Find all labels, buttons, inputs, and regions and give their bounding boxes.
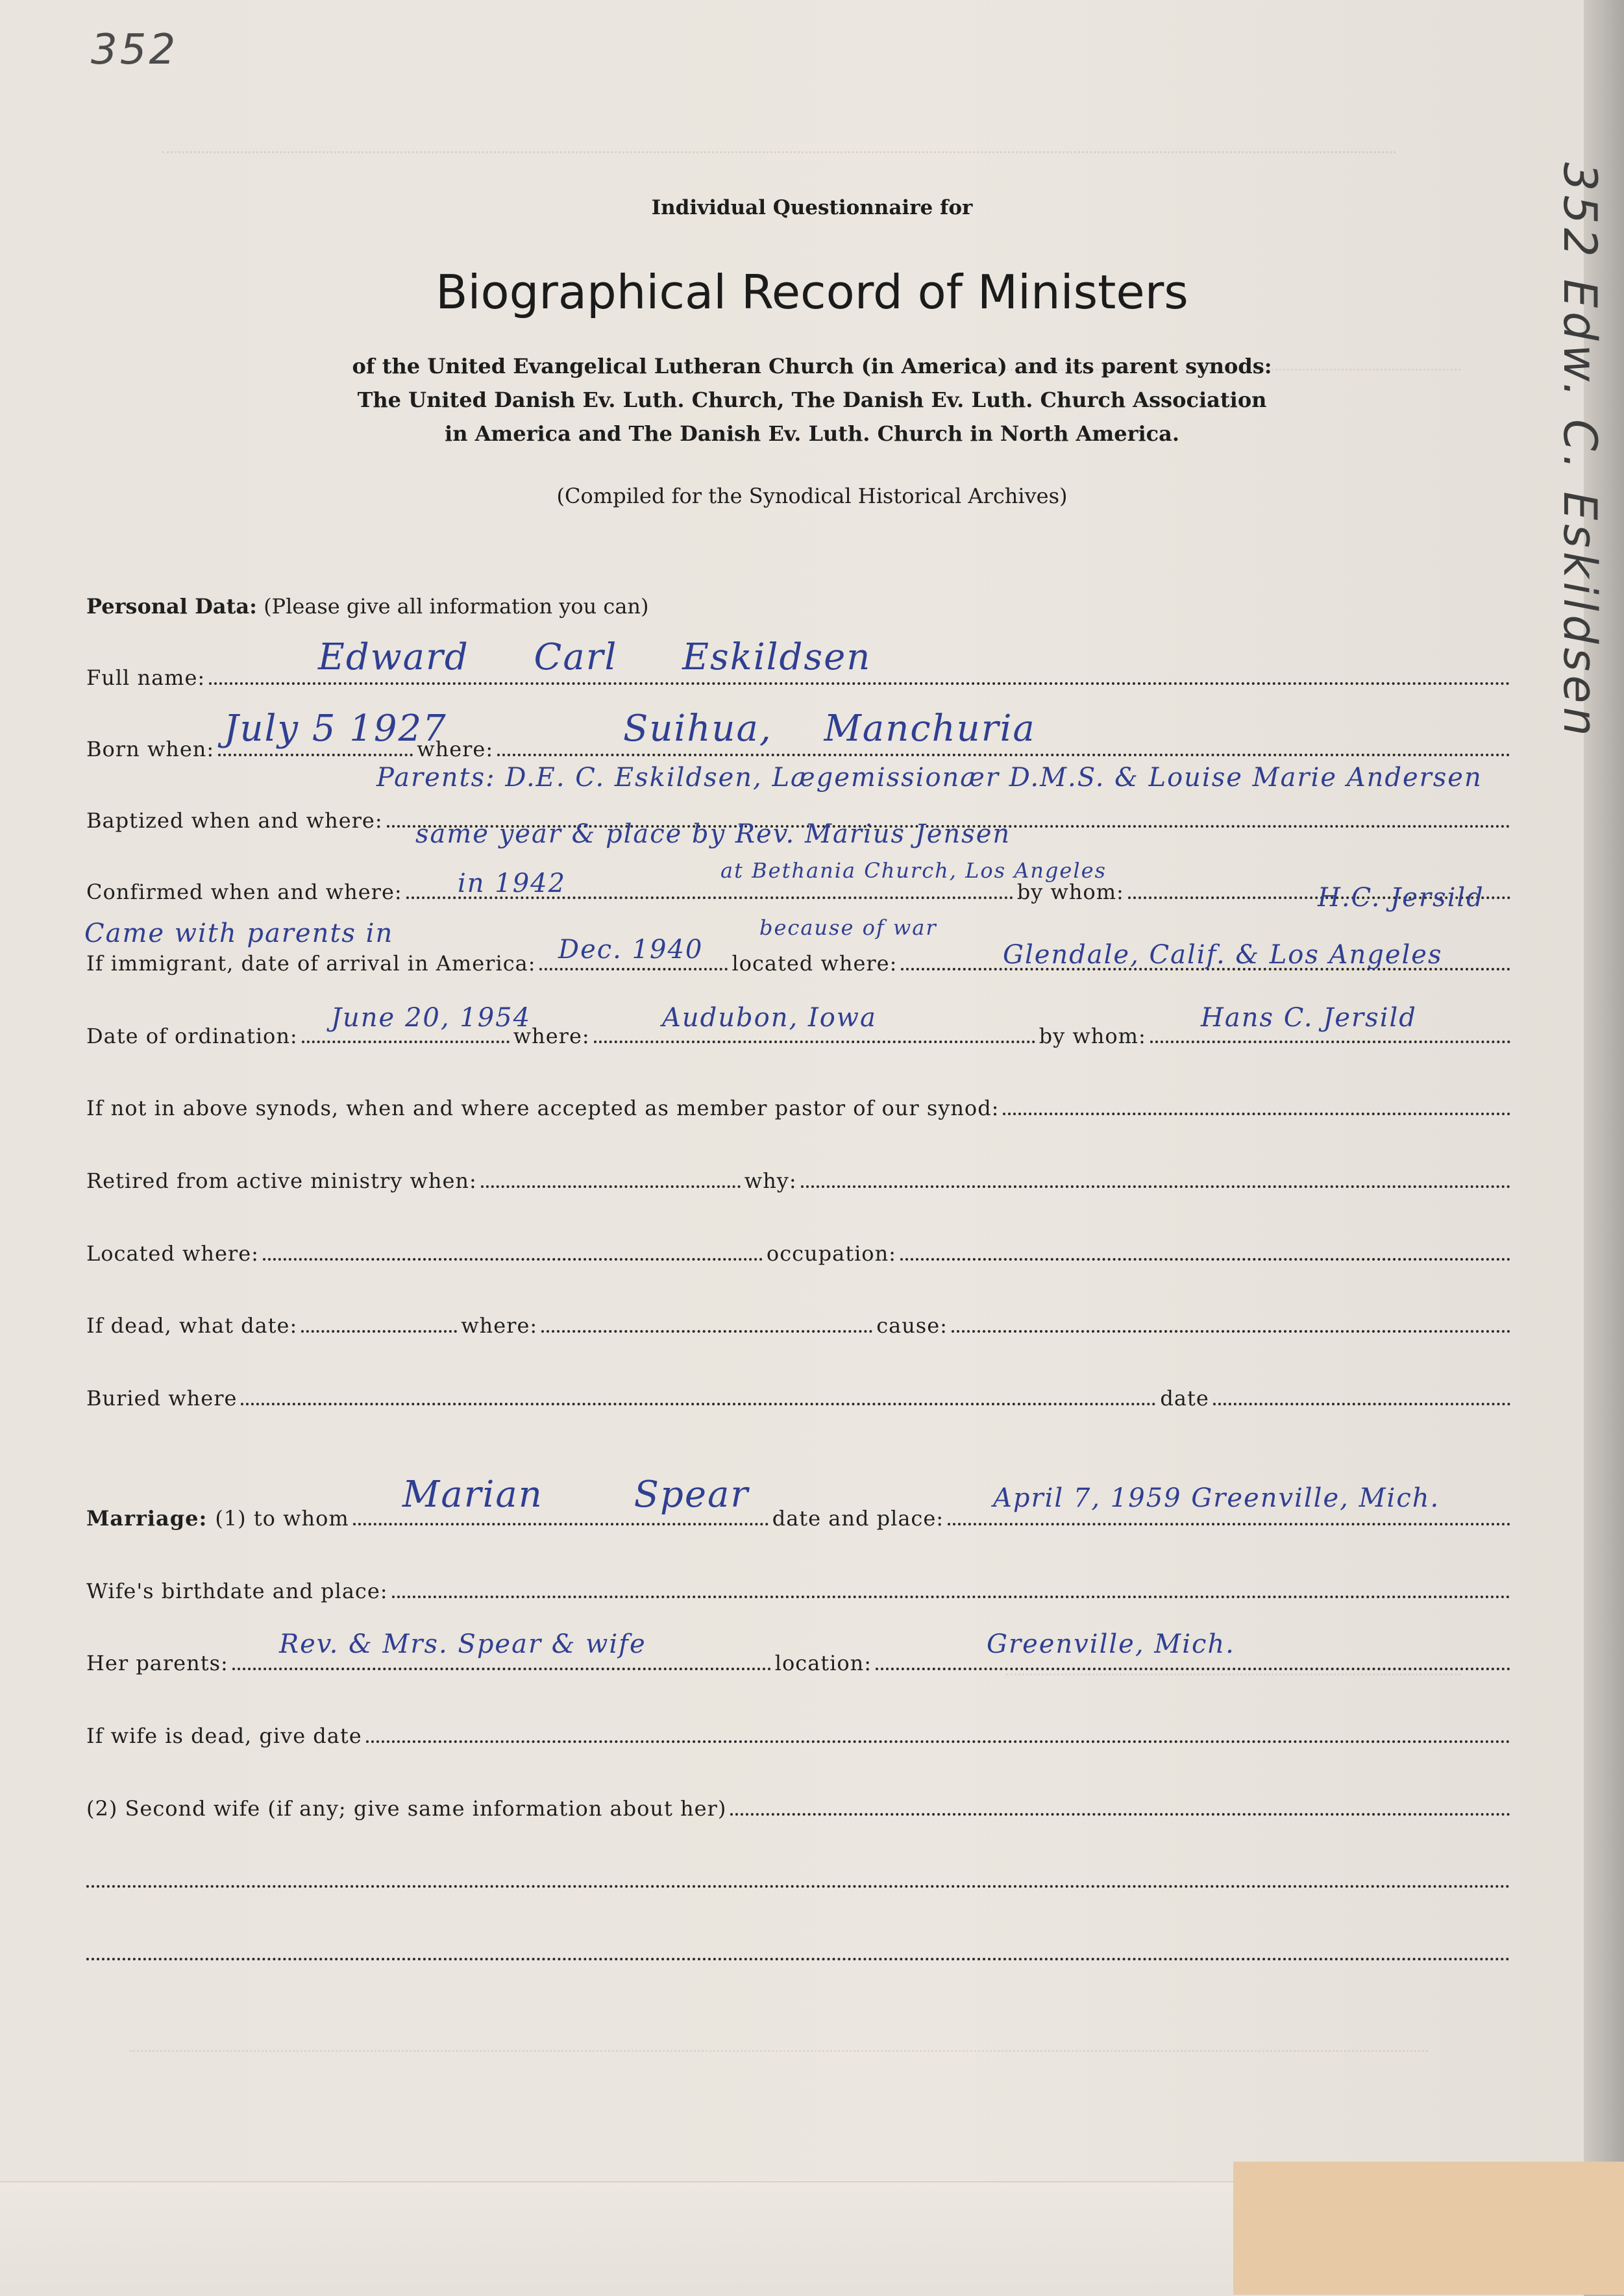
to-whom-label: (1) to whom (215, 1506, 349, 1531)
ordination-date-field[interactable] (302, 1041, 510, 1043)
born-when-value: July 5 1927 (224, 708, 447, 750)
date-place-value: April 7, 1959 Greenville, Mich. (993, 1483, 1440, 1513)
born-where-label: where: (417, 737, 494, 761)
personal-data-note: (Please give all information you can) (264, 594, 649, 619)
baptized-label: Baptized when and where: (86, 808, 383, 833)
marriage-heading: Marriage: (86, 1506, 208, 1531)
dead-where-label: where: (461, 1313, 538, 1338)
retired-when-field[interactable] (481, 1185, 741, 1188)
wife-dead-label: If wife is dead, give date (86, 1723, 362, 1748)
confirmed-by-value: H.C. Jersild (1318, 883, 1484, 913)
retired-why-label: why: (744, 1168, 797, 1193)
org-line-1: of the United Evangelical Lutheran Church (in America) and its parent synods: (352, 354, 1272, 378)
retired-row (86, 1162, 1514, 1193)
dead-label: If dead, what date: (86, 1313, 298, 1338)
ordination-by-value: Hans C. Jersild (1201, 1003, 1417, 1033)
wife-birth-field[interactable] (392, 1596, 1510, 1598)
dead-date-field[interactable] (301, 1330, 457, 1333)
parents-note: Parents: D.E. C. Eskildsen, Lægemissionær D.M.S. & Louise Marie Andersen (376, 763, 1483, 793)
dead-cause-field[interactable] (952, 1330, 1510, 1333)
second-wife-row (86, 1790, 1514, 1821)
dead-cause-label: cause: (876, 1313, 948, 1338)
her-parents-label: Her parents: (86, 1651, 228, 1675)
margin-note: 352 Edw. C. Eskildsen (1553, 162, 1606, 740)
to-whom-value: Marian Spear (402, 1474, 750, 1516)
ordination-date-value: June 20, 1954 (331, 1003, 532, 1033)
org-line-2: The United Danish Ev. Luth. Church, The Danish Ev. Luth. Church Association (357, 388, 1267, 412)
personal-data-heading (86, 594, 649, 619)
immigrant-date-value: Dec. 1940 (558, 935, 704, 965)
accepted-field[interactable] (1003, 1113, 1510, 1115)
confirmed-where-value: at Bethania Church, Los Angeles (720, 858, 1107, 883)
immigrant-note: Came with parents in (84, 919, 394, 948)
baptized-value: same year & place by Rev. Marius Jensen (415, 819, 1011, 849)
located-row (86, 1235, 1514, 1266)
dead-row (86, 1307, 1514, 1338)
ordination-label: Date of ordination: (86, 1024, 298, 1048)
retired-label: Retired from active ministry when: (86, 1168, 477, 1193)
ordination-where-value: Audubon, Iowa (662, 1003, 877, 1033)
bleed-through-1 (162, 140, 1396, 153)
second-wife-label: (2) Second wife (if any; give same information about her) (86, 1796, 727, 1821)
confirmed-by-label: by whom: (1016, 880, 1124, 904)
retired-why-field[interactable] (801, 1185, 1510, 1188)
accepted-label: If not in above synods, when and where accepted as member pastor of our synod: (86, 1096, 1000, 1120)
born-when-field[interactable] (218, 754, 413, 756)
blank-line-2-field[interactable] (86, 1958, 1510, 1960)
full-name-field[interactable] (209, 682, 1510, 685)
full-name-value: Edward Carl Eskildsen (318, 636, 872, 678)
buried-row (86, 1379, 1514, 1411)
location-value: Greenville, Mich. (987, 1629, 1235, 1659)
located-field[interactable] (263, 1258, 763, 1261)
wife-birth-row (86, 1572, 1514, 1603)
to-whom-field[interactable] (353, 1523, 769, 1525)
blank-line-1 (86, 1862, 1514, 1893)
wife-dead-row (86, 1717, 1514, 1748)
confirmed-label: Confirmed when and where: (86, 880, 402, 904)
date-place-label: date and place: (772, 1506, 944, 1531)
buried-where-field[interactable] (241, 1403, 1156, 1405)
born-where-value: Suihua, Manchuria (623, 708, 1036, 750)
personal-data-title: Personal Data: (86, 594, 257, 619)
born-when-label: Born when: (86, 737, 215, 761)
buried-date-label: date (1160, 1386, 1209, 1411)
immigrant-located-label: located where: (732, 951, 898, 976)
buried-date-field[interactable] (1213, 1403, 1510, 1405)
questionnaire-subtitle: Individual Questionnaire for (651, 196, 973, 219)
ordination-by-field[interactable] (1150, 1041, 1510, 1043)
ordination-by-label: by whom: (1039, 1024, 1146, 1048)
dead-where-field[interactable] (541, 1330, 872, 1333)
buried-label: Buried where (86, 1386, 238, 1411)
bleed-through-4 (130, 2038, 1428, 2052)
date-place-field[interactable] (948, 1523, 1510, 1525)
full-name-label: Full name: (86, 665, 206, 690)
compiled-note: (Compiled for the Synodical Historical Archives) (556, 484, 1068, 508)
born-where-field[interactable] (497, 754, 1510, 756)
immigrant-located-value: Glendale, Calif. & Los Angeles (1003, 940, 1443, 970)
her-parents-value: Rev. & Mrs. Spear & wife (279, 1629, 646, 1659)
wife-birth-label: Wife's birthdate and place: (86, 1579, 388, 1603)
under-sheet-tan (1233, 2162, 1624, 2295)
located-label: Located where: (86, 1241, 259, 1266)
location-label: location: (774, 1651, 872, 1675)
location-field[interactable] (876, 1668, 1510, 1670)
org-line-3: in America and The Danish Ev. Luth. Church in North America. (445, 421, 1179, 446)
occupation-label: occupation: (766, 1241, 896, 1266)
immigrant-label: If immigrant, date of arrival in America: (86, 951, 536, 976)
immigrant-reason: because of war (759, 915, 937, 940)
ordination-where-label: where: (513, 1024, 590, 1048)
archive-number: 352 (91, 26, 178, 74)
occupation-field[interactable] (900, 1258, 1510, 1261)
wife-dead-field[interactable] (366, 1740, 1510, 1743)
her-parents-field[interactable] (232, 1668, 771, 1670)
blank-line-2 (86, 1934, 1514, 1966)
accepted-row (86, 1089, 1514, 1120)
immigrant-date-field[interactable] (539, 968, 728, 970)
page-title: Biographical Record of Ministers (436, 265, 1188, 319)
confirmed-when-value: in 1942 (458, 869, 567, 898)
second-wife-field[interactable] (730, 1813, 1510, 1816)
blank-line-1-field[interactable] (86, 1885, 1510, 1888)
ordination-where-field[interactable] (594, 1041, 1035, 1043)
